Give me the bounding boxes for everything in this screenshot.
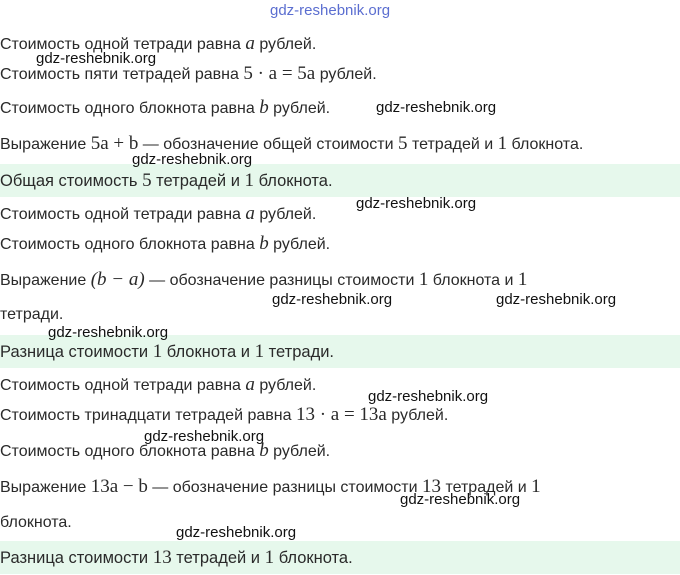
watermark: gdz-reshebnik.org <box>356 195 477 212</box>
math-num: 1 <box>264 547 275 568</box>
text: Стоимость одного блокнота равна <box>0 100 260 117</box>
math-num: 1 <box>531 476 541 497</box>
text: рублей. <box>268 100 331 117</box>
block2-line3 <box>0 270 680 291</box>
watermark: gdz-reshebnik.org <box>144 428 265 445</box>
text: Стоимость пяти тетрадей равна <box>0 66 244 83</box>
math-var: a <box>245 33 255 54</box>
watermark: gdz-reshebnik.org <box>48 324 169 341</box>
block2-line3-cont: тетради. <box>0 306 64 323</box>
math-num: 1 <box>517 269 528 290</box>
text: блокнота. <box>274 549 353 567</box>
block2-line1 <box>0 204 680 225</box>
math-expr: (b − a) <box>90 269 145 290</box>
block2-line2 <box>0 234 680 255</box>
text: Стоимость одного блокнота равна <box>0 236 260 253</box>
text: рублей. <box>268 443 331 460</box>
math-num: 1 <box>418 269 429 290</box>
watermark: gdz-reshebnik.org <box>496 291 617 308</box>
text: рублей. <box>268 236 331 253</box>
text: блокнота и <box>162 343 255 361</box>
watermark: gdz-reshebnik.org <box>376 99 497 116</box>
watermark: gdz-reshebnik.org <box>176 524 297 541</box>
math-var: b <box>259 440 269 461</box>
text: тетрадей и <box>441 479 532 496</box>
math-num: 1 <box>497 133 508 154</box>
answer-box-3 <box>0 541 680 574</box>
text: Общая стоимость <box>0 172 143 190</box>
math-num: 5 <box>142 170 152 191</box>
text: блокнота. <box>507 136 584 153</box>
text: Стоимость одной тетради равна <box>0 377 246 394</box>
block1-line2 <box>0 64 680 85</box>
text: блокнота и <box>428 272 518 289</box>
math-num: 5 <box>398 133 408 154</box>
block1-line3 <box>0 98 680 119</box>
text: блокнота. <box>254 172 333 190</box>
watermark: gdz-reshebnik.org <box>368 388 489 405</box>
text: рублей. <box>254 377 317 394</box>
text: тетрадей и <box>171 549 265 567</box>
text: тетради. <box>264 343 335 361</box>
text: — обозначение разницы стоимости <box>144 272 419 289</box>
watermark: gdz-reshebnik.org <box>36 50 157 67</box>
text: Стоимость одной тетради равна <box>0 206 246 223</box>
text: Стоимость одного блокнота равна <box>0 443 260 460</box>
watermark: gdz-reshebnik.org <box>400 491 521 508</box>
block3-line2 <box>0 405 680 426</box>
watermark-top: gdz-reshebnik.org <box>270 2 391 19</box>
math-expr: 13a − b <box>90 476 148 497</box>
text: — обозначение общей стоимости <box>138 136 399 153</box>
math-var: a <box>245 374 255 395</box>
block3-line4 <box>0 477 680 498</box>
block1-line4 <box>0 134 680 155</box>
watermark: gdz-reshebnik.org <box>132 151 253 168</box>
math-var: b <box>259 233 269 254</box>
text: рублей. <box>254 36 317 53</box>
text: Разница стоимости <box>0 343 153 361</box>
math-num: 13 <box>422 476 442 497</box>
block3-line1 <box>0 375 680 396</box>
text: — обозначение разницы стоимости <box>147 479 423 496</box>
math-expr: 5 · a = 5a <box>243 63 316 84</box>
answer-1 <box>0 171 333 191</box>
answer-box-1 <box>0 164 680 197</box>
answer-2 <box>0 342 334 362</box>
math-num: 13 <box>152 547 172 568</box>
text: Разница стоимости <box>0 549 153 567</box>
math-num: 1 <box>254 341 265 362</box>
text: рублей. <box>386 407 449 424</box>
text: Выражение <box>0 136 91 153</box>
math-expr: 5a + b <box>90 133 139 154</box>
math-expr: 13 · a = 13a <box>295 404 387 425</box>
math-var: b <box>259 97 269 118</box>
text: Выражение <box>0 479 91 496</box>
text: Выражение <box>0 272 91 289</box>
text: Стоимость тринадцати тетрадей равна <box>0 407 296 424</box>
answer-3 <box>0 548 353 568</box>
math-num: 1 <box>244 170 254 191</box>
text: рублей. <box>254 206 317 223</box>
text: тетрадей и <box>151 172 245 190</box>
block3-line4-cont: блокнота. <box>0 514 72 531</box>
watermark: gdz-reshebnik.org <box>272 291 393 308</box>
text: Стоимость одной тетради равна <box>0 36 246 53</box>
block3-line3 <box>0 441 680 462</box>
math-num: 1 <box>152 341 163 362</box>
text: рублей. <box>315 66 377 83</box>
math-var: a <box>245 203 255 224</box>
text: тетрадей и <box>407 136 498 153</box>
